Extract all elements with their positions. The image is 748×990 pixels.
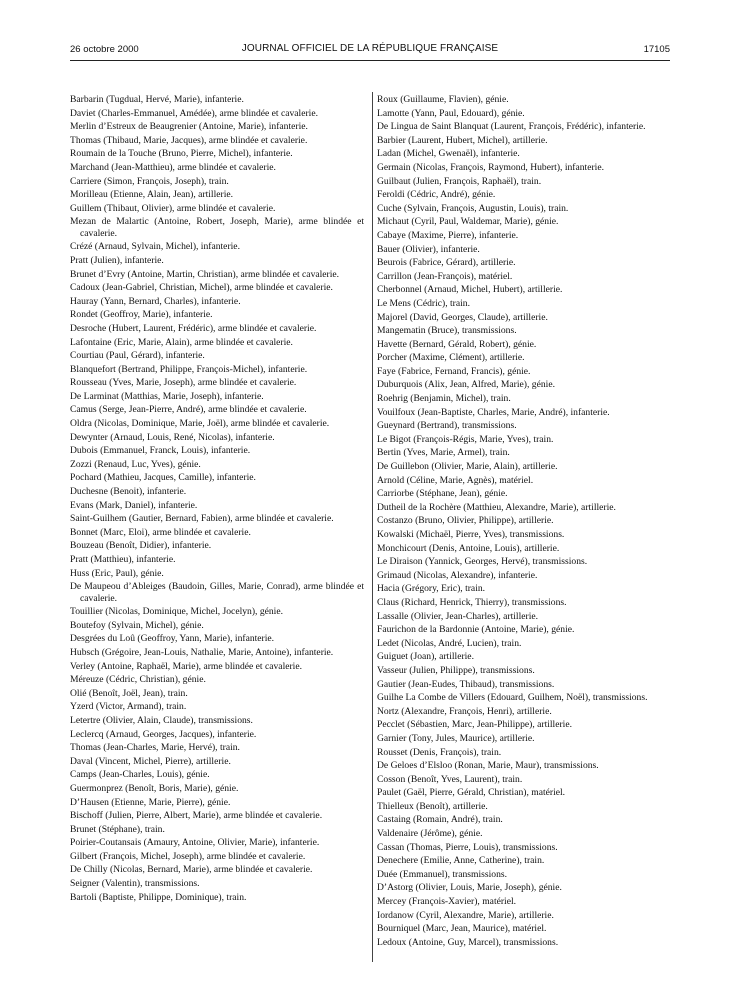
list-item: De Guillebon (Olivier, Marie, Alain), artillerie. — [377, 461, 558, 473]
list-item: Oldra (Nicolas, Dominique, Marie, Joël), arme blindée et cavalerie. — [70, 418, 330, 430]
list-item: Pratt (Matthieu), infanterie. — [70, 554, 176, 565]
list-item: Barbier (Laurent, Hubert, Michel), artillerie. — [377, 134, 548, 146]
list-item: Cherbonnel (Arnaud, Michel, Hubert), artillerie. — [377, 284, 563, 296]
list-item: Guiguet (Joan), artillerie. — [377, 651, 474, 663]
list-item: Le Bigot (François-Régis, Marie, Yves), train. — [377, 433, 554, 445]
list-item: Rousseau (Yves, Marie, Joseph), arme blindée et cavalerie. — [70, 377, 297, 389]
list-item: Cabaye (Maxime, Pierre), infanterie. — [377, 229, 519, 241]
list-item: Mangematin (Bruce), transmissions. — [377, 325, 517, 337]
list-item: Lafontaine (Eric, Marie, Alain), arme blindée et cavalerie. — [70, 336, 293, 348]
list-item: Bourniquel (Marc, Jean, Maurice), matériel. — [377, 923, 547, 935]
list-item: Hacia (Grégory, Eric), train. — [377, 583, 486, 595]
list-item: Bischoff (Julien, Pierre, Albert, Marie), arme blindée et cavalerie. — [70, 810, 323, 822]
list-item: Rousset (Denis, François), train. — [377, 746, 502, 758]
list-item: Hauray (Yann, Bernard, Charles), infanterie. — [70, 295, 241, 307]
list-item: Carrillon (Jean-François), matériel. — [377, 270, 513, 282]
list-item: Gautier (Jean-Eudes, Thibaud), transmissions. — [377, 678, 555, 690]
list-item: Dewynter (Arnaud, Louis, René, Nicolas), infanterie. — [70, 431, 275, 443]
list-item: Le Diraison (Yannick, Georges, Hervé), transmissions. — [377, 556, 588, 568]
list-item: Bertin (Yves, Marie, Armel), train. — [377, 447, 510, 459]
list-item: Méreuze (Cédric, Christian), génie. — [70, 674, 206, 686]
list-item: Valdenaire (Jérôme), génie. — [377, 828, 483, 840]
list-item: Boutefoy (Sylvain, Michel), génie. — [70, 619, 204, 631]
list-item: Pochard (Mathieu, Jacques, Camille), infanterie. — [70, 472, 256, 484]
list-item: De Larminat (Matthias, Marie, Joseph), infanterie. — [70, 390, 264, 402]
list-item: Hubsch (Grégoire, Jean-Louis, Nathalie, Marie, Antoine), infanterie. — [70, 646, 334, 658]
list-item: Pratt (Julien), infanterie. — [70, 254, 164, 266]
list-item: D’Astorg (Olivier, Louis, Marie, Joseph), génie. — [377, 882, 562, 894]
list-item: Vasseur (Julien, Philippe), transmissions. — [377, 664, 535, 676]
list-item: Duchesne (Benoit), infanterie. — [70, 486, 187, 498]
list-item: Gueynard (Bertrand), transmissions. — [377, 420, 517, 432]
list-item: Rondet (Geoffroy, Marie), infanterie. — [70, 309, 213, 321]
list-item: Camps (Jean-Charles, Louis), génie. — [70, 769, 210, 781]
list-item: Carriorbe (Stéphane, Jean), génie. — [377, 488, 508, 500]
list-item: Le Mens (Cédric), train. — [377, 297, 470, 309]
list-item: Ledet (Nicolas, André, Lucien), train. — [377, 637, 522, 649]
list-item: Cadoux (Jean-Gabriel, Christian, Michel), arme blindée et cavalerie. — [70, 282, 333, 294]
list-item: Bartoli (Baptiste, Philippe, Dominique), train. — [70, 891, 247, 903]
list-item: De Maupeou d’Ableiges (Baudoin, Gilles, Marie, Conrad), arme blindée et cavalerie. — [70, 581, 364, 604]
list-item: Dubois (Emmanuel, Franck, Louis), infanterie. — [70, 445, 251, 457]
list-item: Touillier (Nicolas, Dominique, Michel, Jocelyn), génie. — [70, 606, 284, 618]
list-item: Feroldi (Cédric, André), génie. — [377, 189, 496, 201]
list-item: Beurois (Fabrice, Gérard), artillerie. — [377, 257, 516, 269]
list-item: Crézé (Arnaud, Sylvain, Michel), infanterie. — [70, 241, 240, 253]
list-item: Lassalle (Olivier, Jean-Charles), artillerie. — [377, 610, 539, 622]
list-item: De Geloes d’Elsloo (Ronan, Marie, Maur), transmissions. — [377, 760, 599, 772]
list-item: Thomas (Thibaud, Marie, Jacques), arme blindée et cavalerie. — [70, 134, 308, 146]
list-item: De Lingua de Saint Blanquat (Laurent, François, Frédéric), infanterie. — [377, 121, 646, 133]
list-item: Guermonprez (Benoît, Boris, Marie), génie. — [70, 782, 239, 794]
list-item: Nortz (Alexandre, François, Henri), artillerie. — [377, 705, 552, 717]
list-item: Grimaud (Nicolas, Alexandre), infanterie. — [377, 569, 538, 581]
list-item: Saint-Guilhem (Gautier, Bernard, Fabien), arme blindée et cavalerie. — [70, 513, 334, 525]
list-item: Seigner (Valentin), transmissions. — [70, 878, 200, 890]
list-item: Blanquefort (Bertrand, Philippe, François-Michel), infanterie. — [70, 363, 308, 375]
list-item: Germain (Nicolas, François, Raymond, Hubert), infanterie. — [377, 161, 604, 173]
list-item: Guilhe La Combe de Villers (Edouard, Guilhem, Noël), transmissions. — [377, 692, 648, 704]
list-item: De Chilly (Nicolas, Bernard, Marie), arme blindée et cavalerie. — [70, 864, 313, 876]
list-item: Courtiau (Paul, Gérard), infanterie. — [70, 350, 205, 362]
list-item: Merlin d’Estreux de Beaugrenier (Antoine, Marie), infanterie. — [70, 121, 308, 133]
list-item: Olié (Benoît, Joël, Jean), train. — [70, 687, 188, 699]
list-item: Pecclet (Sébastien, Marc, Jean-Philippe), artillerie. — [377, 719, 572, 731]
list-item: Letertre (Olivier, Alain, Claude), transmissions. — [70, 714, 253, 726]
list-item: Gilbert (François, Michel, Joseph), arme blindée et cavalerie. — [70, 850, 306, 862]
list-item: Huss (Eric, Paul), génie. — [70, 567, 164, 579]
list-item: Costanzo (Bruno, Olivier, Philippe), artillerie. — [377, 515, 554, 527]
list-item: Paulet (Gaël, Pierre, Gérald, Christian), matériel. — [377, 787, 566, 799]
list-item: Desroche (Hubert, Laurent, Frédéric), arme blindée et cavalerie. — [70, 322, 317, 334]
list-item: Ladan (Michel, Gwenaël), infanterie. — [377, 148, 520, 160]
list-item: Brunet (Stéphane), train. — [70, 823, 165, 835]
list-item: Thomas (Jean-Charles, Marie, Hervé), train. — [70, 742, 240, 754]
page-header — [70, 44, 670, 58]
list-item: Cassan (Thomas, Pierre, Louis), transmissions. — [377, 841, 558, 853]
list-item: Barbarin (Tugdual, Hervé, Marie), infanterie. — [70, 94, 244, 105]
list-item: Yzerd (Victor, Armand), train. — [70, 701, 187, 713]
list-item: Guilbaut (Julien, François, Raphaël), train. — [377, 175, 542, 187]
list-item: Castaing (Romain, André), train. — [377, 814, 503, 826]
journal-title: JOURNAL OFFICIEL DE LA RÉPUBLIQUE FRANÇAISE — [241, 43, 499, 54]
list-item: Denechere (Emilie, Anne, Catherine), train. — [377, 855, 545, 867]
list-item: Michaut (Cyril, Paul, Waldemar, Marie), génie. — [377, 216, 559, 228]
left-column — [70, 94, 364, 905]
list-item: Evans (Mark, Daniel), infanterie. — [70, 499, 198, 511]
list-item: Garnier (Tony, Jules, Maurice), artillerie. — [377, 732, 535, 744]
list-item: Mezan de Malartic (Antoine, Robert, Joseph, Marie), arme blindée et cavalerie. — [70, 216, 364, 239]
issue-date: 26 octobre 2000 — [70, 44, 139, 55]
list-item: Roumain de la Touche (Bruno, Pierre, Michel), infanterie. — [70, 148, 293, 160]
list-item: Cuche (Sylvain, François, Augustin, Louis), train. — [377, 202, 569, 214]
list-item: Daviet (Charles-Emmanuel, Amédée), arme blindée et cavalerie. — [70, 107, 318, 119]
list-item: Mercey (François-Xavier), matériel. — [377, 896, 517, 908]
list-item: Daval (Vincent, Michel, Pierre), artillerie. — [70, 755, 231, 767]
list-item: Porcher (Maxime, Clément), artillerie. — [377, 352, 525, 364]
list-item: Bauer (Olivier), infanterie. — [377, 243, 480, 255]
list-item: Faurichon de la Bardonnie (Antoine, Marie), génie. — [377, 624, 575, 636]
column-divider — [372, 92, 373, 962]
list-item: Leclercq (Arnaud, Georges, Jacques), infanterie. — [70, 728, 257, 740]
list-item: Poirier-Coutansais (Amaury, Antoine, Olivier, Marie), infanterie. — [70, 837, 320, 849]
list-item: Verley (Antoine, Raphaël, Marie), arme blindée et cavalerie. — [70, 660, 303, 672]
list-item: Marchand (Jean-Matthieu), arme blindée et cavalerie. — [70, 161, 276, 173]
list-item: Lamotte (Yann, Paul, Edouard), génie. — [377, 107, 525, 119]
right-column — [377, 94, 671, 950]
list-item: Camus (Serge, Jean-Pierre, André), arme blindée et cavalerie. — [70, 404, 307, 416]
list-item: Morilleau (Etienne, Alain, Jean), artillerie. — [70, 189, 234, 201]
list-item: Kowalski (Michaël, Pierre, Yves), transmissions. — [377, 529, 565, 540]
list-item: Roux (Guillaume, Flavien), génie. — [377, 94, 509, 105]
list-item: Havette (Bernard, Gérald, Robert), génie. — [377, 338, 537, 350]
list-item: Desgrées du Loû (Geoffroy, Yann, Marie), infanterie. — [70, 633, 275, 645]
list-item: Vouilfoux (Jean-Baptiste, Charles, Marie, André), infanterie. — [377, 406, 610, 418]
list-item: Majorel (David, Georges, Claude), artillerie. — [377, 311, 548, 323]
list-item: Bonnet (Marc, Eloi), arme blindée et cavalerie. — [70, 526, 251, 538]
list-item: Brunet d’Evry (Antoine, Martin, Christian), arme blindée et cavalerie. — [70, 268, 340, 280]
list-item: Monchicourt (Denis, Antoine, Louis), artillerie. — [377, 542, 560, 554]
page-number: 17105 — [643, 44, 670, 55]
list-item: Carriere (Simon, François, Joseph), train. — [70, 175, 229, 187]
list-item: Ledoux (Antoine, Guy, Marcel), transmissions. — [377, 936, 559, 948]
list-item: Iordanow (Cyril, Alexandre, Marie), artillerie. — [377, 909, 554, 921]
list-item: Guillem (Thibaut, Olivier), arme blindée et cavalerie. — [70, 202, 276, 214]
list-item: Duburquois (Alix, Jean, Alfred, Marie), génie. — [377, 379, 555, 391]
list-item: Claus (Richard, Henrick, Thierry), transmissions. — [377, 596, 567, 608]
list-item: Roehrig (Benjamin, Michel), train. — [377, 393, 511, 405]
list-item: Thielleux (Benoît), artillerie. — [377, 800, 488, 812]
list-item: D’Hausen (Etienne, Marie, Pierre), génie. — [70, 796, 231, 808]
list-item: Arnold (Céline, Marie, Agnès), matériel. — [377, 474, 534, 486]
list-item: Faye (Fabrice, Fernand, Francis), génie. — [377, 365, 531, 377]
list-item: Duée (Emmanuel), transmissions. — [377, 868, 508, 880]
list-item: Bouzeau (Benoît, Didier), infanterie. — [70, 540, 212, 552]
list-item: Cosson (Benoît, Yves, Laurent), train. — [377, 773, 523, 785]
list-item: Dutheil de la Rochère (Matthieu, Alexandre, Marie), artillerie. — [377, 501, 616, 513]
header-rule — [70, 60, 670, 61]
list-item: Zozzi (Renaud, Luc, Yves), génie. — [70, 458, 201, 470]
